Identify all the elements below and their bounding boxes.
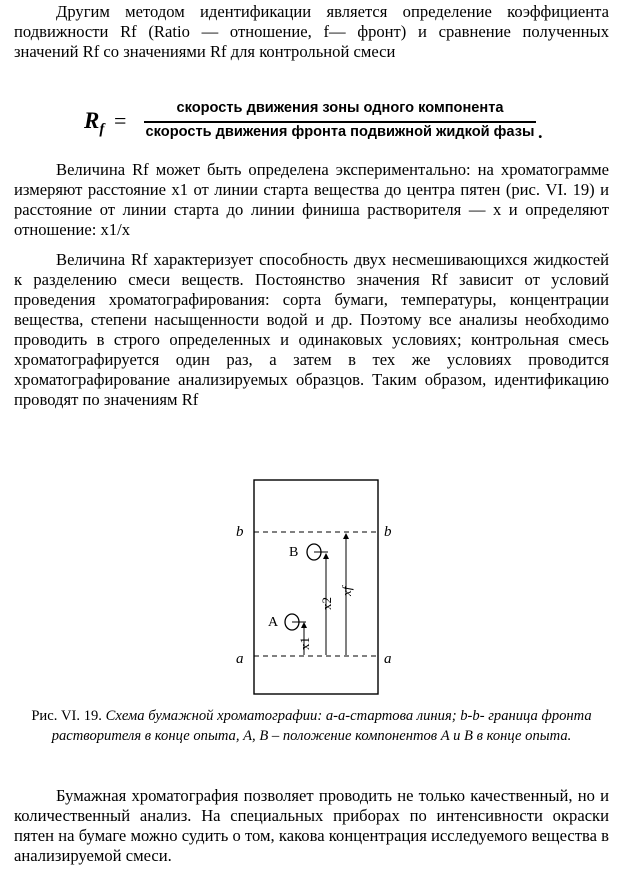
spot-a-label: A xyxy=(268,615,279,630)
x2-label: x2 xyxy=(319,597,334,610)
paragraph-intro-text: Другим методом идентификации является определение коэффициента подвижности Rf (Ratio — отношение, f— фронт) и сравнение полученных значений Rf со значениями Rf для контрольной смеси xyxy=(14,2,609,61)
figure-caption-lead: Рис. VI. 19. xyxy=(31,708,102,724)
figure-caption xyxy=(20,706,603,746)
paragraph-intro xyxy=(14,2,609,62)
x2-arrowhead xyxy=(323,553,329,559)
paragraph-rf-conditions xyxy=(14,250,609,410)
figure-caption-text: Схема бумажной хроматографии: a-a-стартова линия; b-b- граница фронта растворителя в конце опыта, A, B – положение компонентов A и B в конце опыта. xyxy=(51,708,592,744)
paragraph-quantitative xyxy=(14,786,609,866)
formula-equals: = xyxy=(114,108,127,133)
paragraph-rf-measurement xyxy=(14,160,609,240)
paragraph-rf-conditions-text: Величина Rf характеризует способность двух несмешивающихся жидкостей к разделению смеси веществ. Постоянство значения Rf зависит от условий проведения хроматографирования: сорта бумаги, температуры, концентрации вещества, степени насыщенности водой и др. Поэтому все анализы необходимо проводить в строго определенных и одинаковых условиях; контрольная смесь хроматографируется один раз, а затем в тех же условиях проводится хроматографирование анализируемых образцов. Таким образом, идентификацию проводят по значениям Rf xyxy=(14,250,609,409)
x1-label: x1 xyxy=(297,637,312,650)
label-a-left: a xyxy=(236,651,244,667)
spot-b-label: B xyxy=(289,545,299,560)
formula-numerator: скорость движения зоны одного компонента xyxy=(176,100,504,116)
rf-formula xyxy=(84,100,554,144)
xf-arrowhead xyxy=(343,533,349,539)
xf-label: xf xyxy=(339,586,354,596)
chromatography-diagram xyxy=(228,478,408,700)
paragraph-quantitative-text: Бумажная хроматография позволяет проводить не только качественный, но и количественный анализ. На специальных приборах по интенсивности окраски пятен на бумаге можно судить о том, какова концентрация исследуемого вещества в анализируемой смеси. xyxy=(14,786,609,865)
paragraph-rf-measurement-text: Величина Rf может быть определена экспериментально: на хроматограмме измеряют расстояние x1 от линии старта вещества до центра пятен (рис. VI. 19) и расстояние от линии старта до линии финиша растворителя — x и определяют отношение: x1/x xyxy=(14,160,609,239)
formula-lhs: $R_f$ xyxy=(84,108,105,138)
paper-sheet xyxy=(254,480,378,694)
formula-fraction-line xyxy=(144,121,536,123)
label-b-right: b xyxy=(384,524,392,540)
formula-denominator: скорость движения фронта подвижной жидкой фазы xyxy=(145,124,535,140)
label-b-left: b xyxy=(236,524,244,540)
x1-arrowhead xyxy=(301,622,307,628)
label-a-right: a xyxy=(384,651,392,667)
formula-end-mark: . xyxy=(538,122,543,142)
